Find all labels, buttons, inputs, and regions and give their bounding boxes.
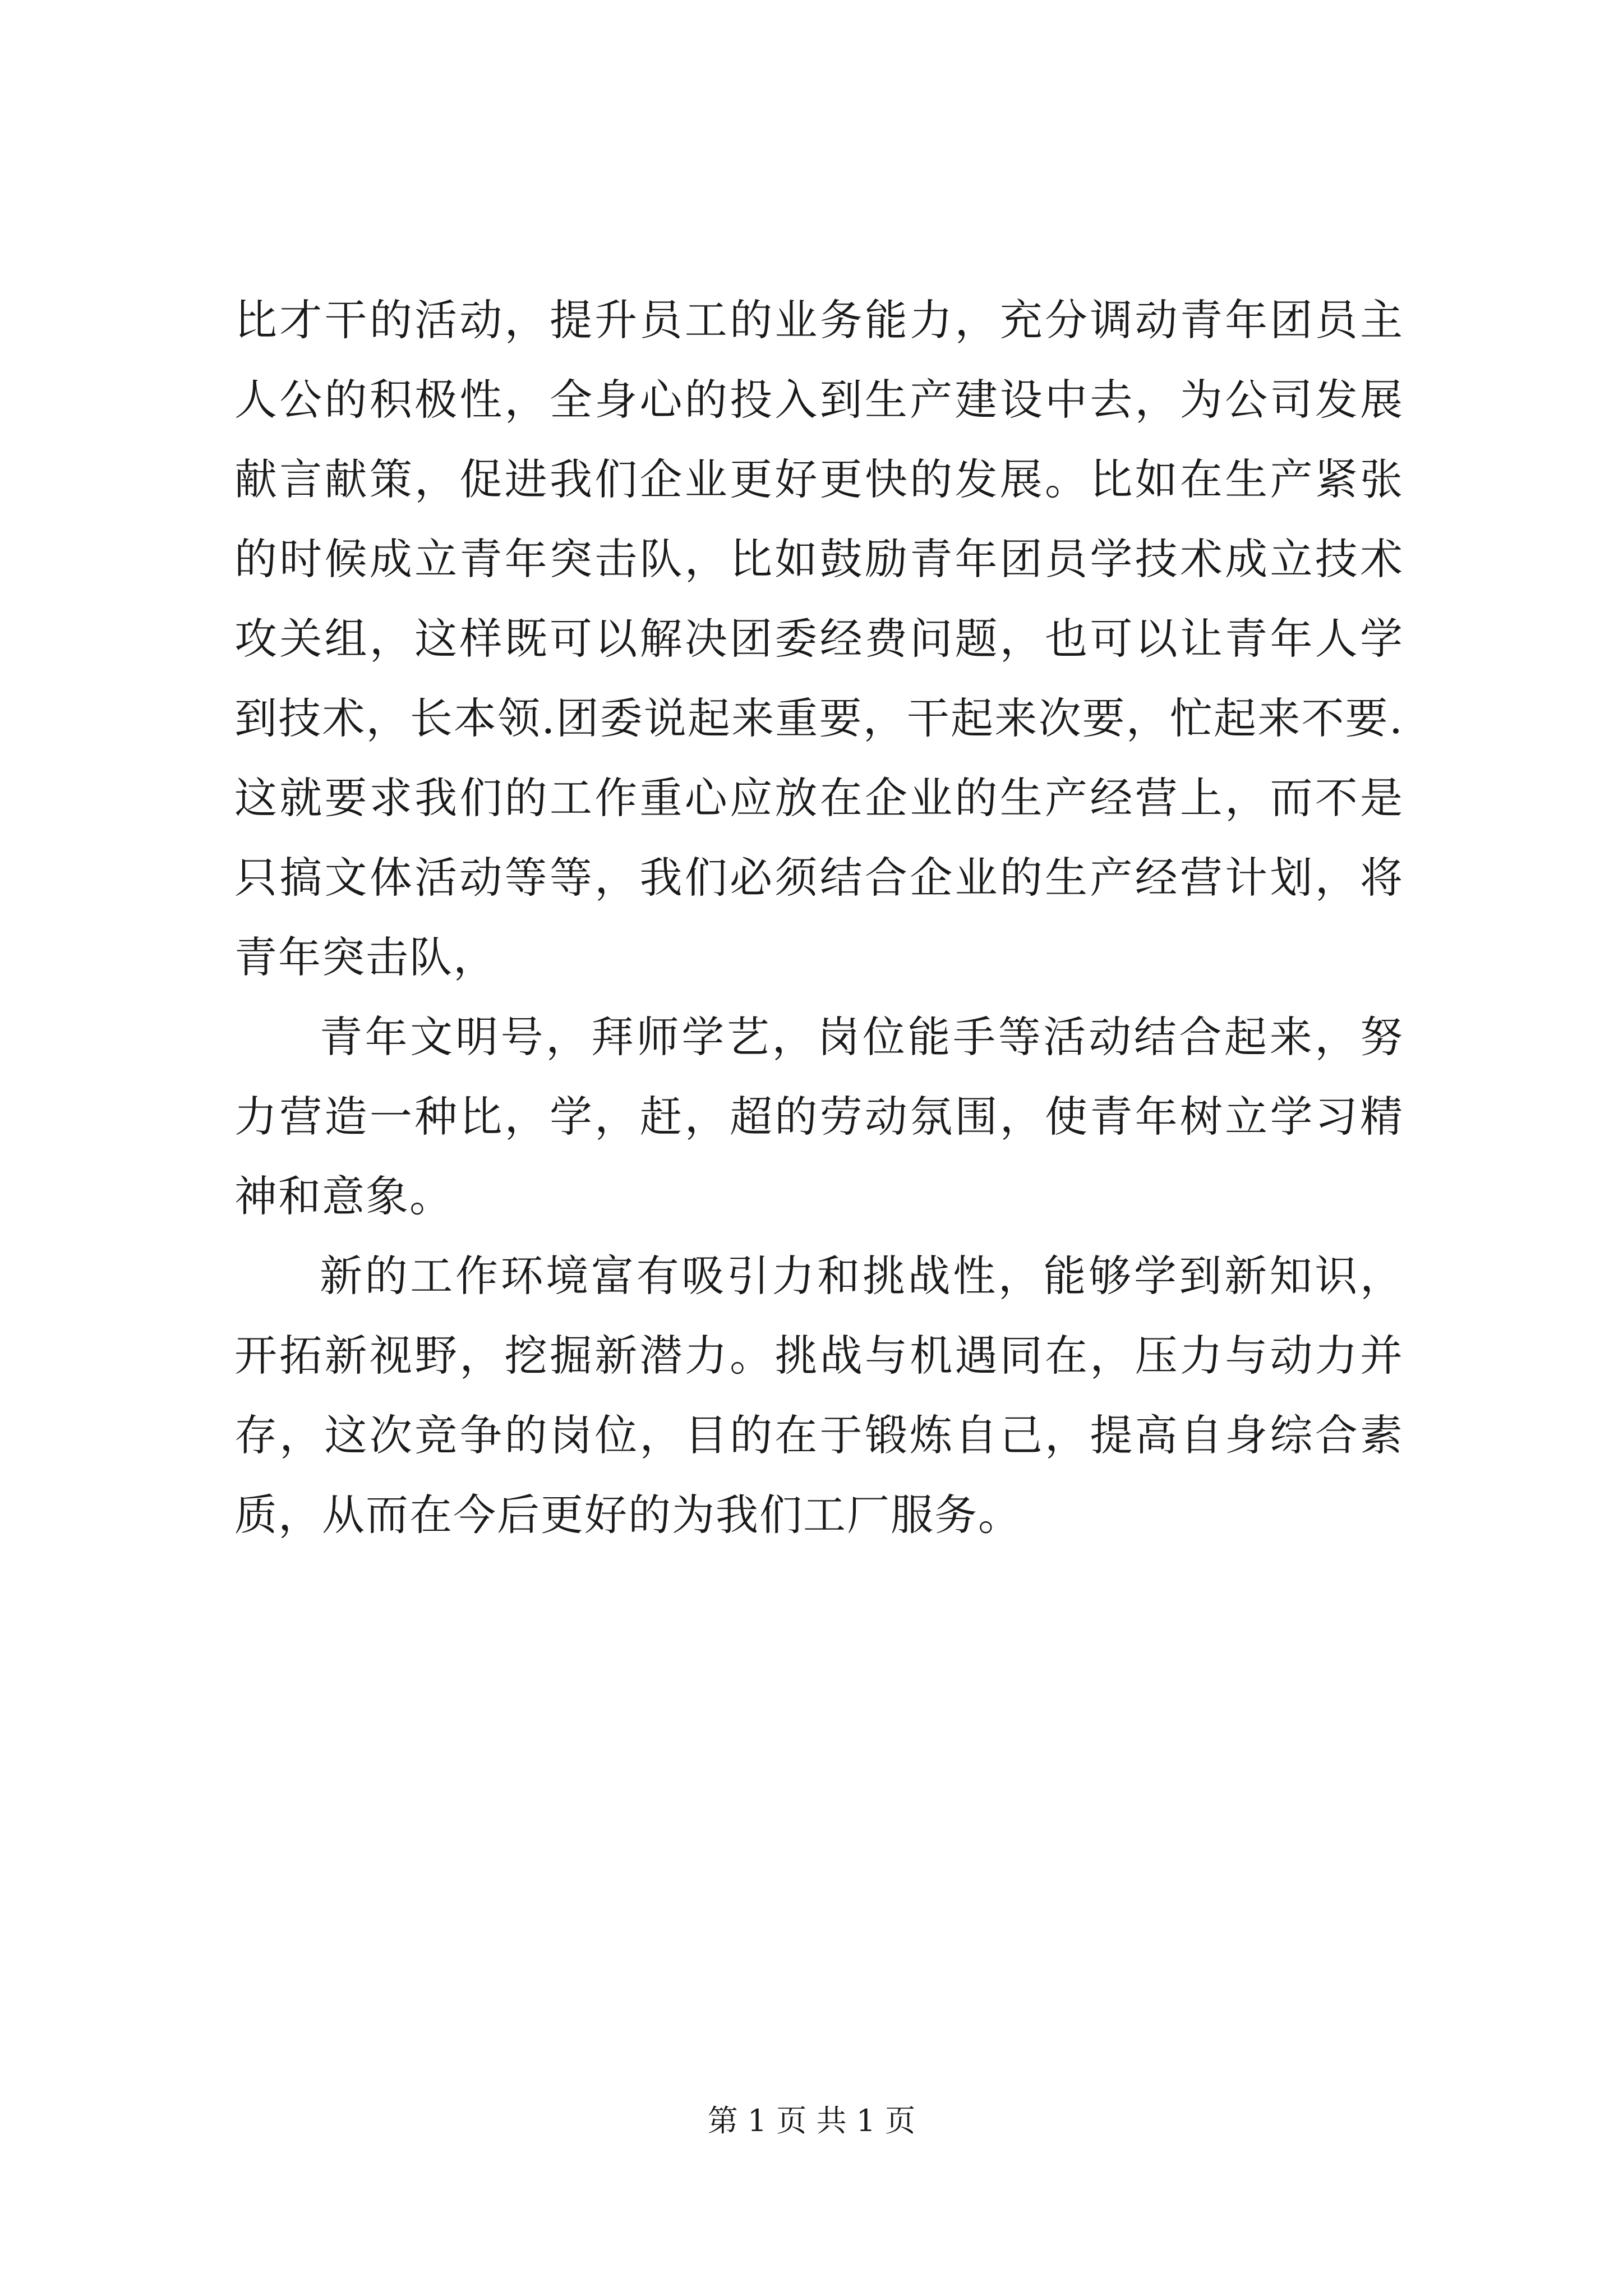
page-footer: 第 1 页 共 1 页 — [707, 2103, 916, 2138]
document-body — [234, 280, 1404, 1555]
paragraph-1: 比才干的活动，提升员工的业务能力，充分调动青年团员主人公的积极性，全身心的投入到生产建设中去，为公司发展献言献策，促进我们企业更好更快的发展。比如在生产紧张的时候成立青年突击队，比如鼓励青年团员学技术成立技术攻关组，这样既可以解决团委经费问题，也可以让青年人学到技术，长本领.团委说起来重要，干起来次要，忙起来不要.这就要求我们的工作重心应放在企业的生产经营上，而不是只搞文体活动等等，我们必须结合企业的生产经营计划，将青年突击队， — [234, 295, 1404, 982]
paragraph-2: 青年文明号，拜师学艺，岗位能手等活动结合起来，努力营造一种比，学，赶，超的劳动氛围，使青年树立学习精神和意象。 — [234, 1012, 1404, 1221]
paragraph-3: 新的工作环境富有吸引力和挑战性，能够学到新知识，开拓新视野，挖掘新潜力。挑战与机遇同在，压力与动力并存，这次竞争的岗位，目的在于锻炼自己，提高自身综合素质，从而在今后更好的为我们工厂服务。 — [234, 1251, 1404, 1540]
